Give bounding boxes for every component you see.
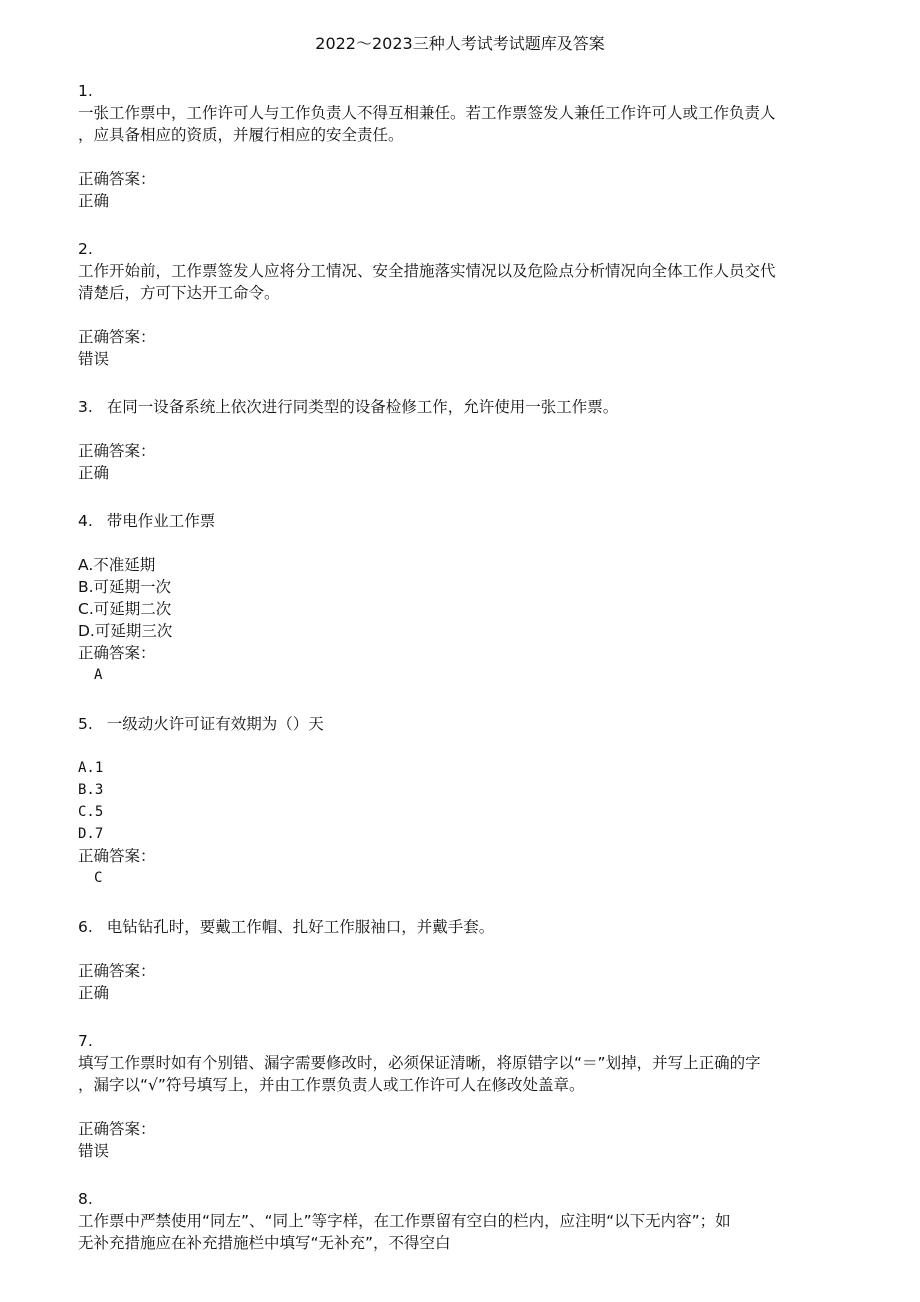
option-c: C.可延期二次 — [78, 600, 172, 618]
question-text: 填写工作票时如有个别错、漏字需要修改时，必须保证清晰，将原错字以“＝”划掉，并写上正确的字 — [78, 1054, 761, 1072]
question-body: 带电作业工作票 — [106, 512, 216, 530]
question-text — [78, 916, 858, 938]
question-text — [78, 510, 858, 532]
question-3 — [78, 396, 858, 484]
question-text: ，漏字以“√”符号填写上，并由工作票负责人或工作许可人在修改处盖章。 — [78, 1076, 585, 1094]
answer-label: 正确答案： — [78, 170, 156, 188]
answer-label: 正确答案： — [78, 962, 156, 980]
option-d: D.可延期三次 — [78, 622, 173, 640]
question-4 — [78, 510, 858, 686]
question-text: 一张工作票中，工作许可人与工作负责人不得互相兼任。若工作票签发人兼任工作许可人或工作负责人 — [78, 104, 776, 122]
question-text: 清楚后，方可下达开工命令。 — [78, 284, 280, 302]
question-2 — [78, 238, 858, 370]
question-number: 5. — [78, 715, 93, 733]
question-text — [78, 713, 858, 735]
question-text: 工作票中严禁使用“同左”、“同上”等字样，在工作票留有空白的栏内，应注明“以下无内容”；如 — [78, 1212, 731, 1230]
question-number: 1. — [78, 82, 93, 100]
question-text — [78, 396, 858, 418]
question-number: 3. — [78, 398, 93, 416]
question-text: 工作开始前，工作票签发人应将分工情况、安全措施落实情况以及危险点分析情况向全体工作人员交代 — [78, 262, 776, 280]
option-a: A.不准延期 — [78, 556, 156, 574]
answer-value: 错误 — [78, 350, 110, 368]
option-d: D.7 — [78, 826, 104, 842]
answer-label: 正确答案： — [78, 644, 156, 662]
question-body: 一级动火许可证有效期为（）天 — [106, 715, 324, 733]
question-8 — [78, 1188, 858, 1254]
question-1 — [78, 80, 858, 212]
answer-label: 正确答案： — [78, 442, 156, 460]
option-a: A.1 — [78, 760, 104, 776]
answer-value: 正确 — [78, 192, 110, 210]
question-text: 无补充措施应在补充措施栏中填写“无补充”，不得空白 — [78, 1234, 451, 1252]
question-number: 2. — [78, 240, 93, 258]
option-b: B.3 — [78, 782, 104, 798]
page-title: 2022～2023三种人考试考试题库及答案 — [315, 34, 605, 53]
question-body: 在同一设备系统上依次进行同类型的设备检修工作，允许使用一张工作票。 — [106, 398, 619, 416]
question-text: ，应具备相应的资质，并履行相应的安全责任。 — [78, 126, 404, 144]
answer-value: 错误 — [78, 1142, 110, 1160]
option-b: B.可延期一次 — [78, 578, 172, 596]
answer-label: 正确答案： — [78, 847, 156, 865]
question-number: 7. — [78, 1032, 93, 1050]
question-body: 电钻钻孔时，要戴工作帽、扎好工作服袖口，并戴手套。 — [106, 918, 495, 936]
answer-value: 正确 — [78, 984, 110, 1002]
answer-label: 正确答案： — [78, 328, 156, 346]
question-7 — [78, 1030, 858, 1162]
question-number: 8. — [78, 1190, 93, 1208]
answer-value: C — [94, 870, 103, 886]
answer-value: 正确 — [78, 464, 110, 482]
answer-value: A — [94, 667, 103, 683]
question-5 — [78, 713, 858, 889]
question-6 — [78, 916, 858, 1004]
answer-label: 正确答案： — [78, 1120, 156, 1138]
option-c: C.5 — [78, 804, 104, 820]
question-number: 4. — [78, 512, 93, 530]
question-number: 6. — [78, 918, 93, 936]
